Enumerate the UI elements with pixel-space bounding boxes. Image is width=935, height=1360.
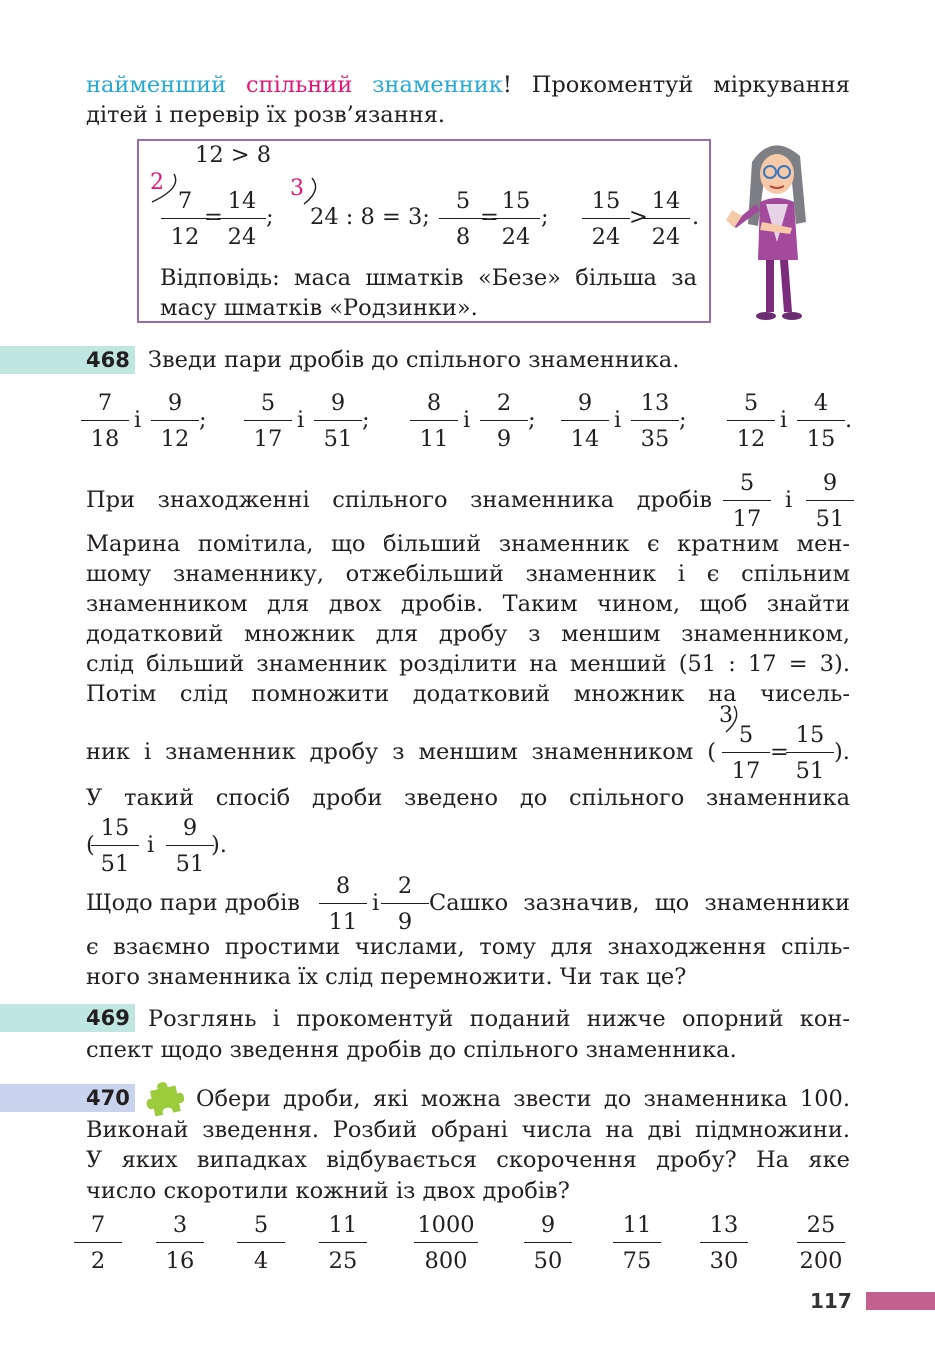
pair-2-fraction-a: 8 11 [404, 388, 464, 454]
term-common: спільний [246, 72, 353, 98]
term-least: найменший [86, 72, 227, 98]
explain-line-7: Потім слід помножити додатковий множник на чисель- [86, 681, 850, 707]
box-answer-line-2: масу шматків «Родзинки». [160, 295, 478, 321]
task-469-number: 469 [86, 1006, 130, 1030]
box-frac-7-12: 7 12 [155, 186, 215, 252]
task-470-fraction-7: 13 30 [694, 1210, 754, 1276]
explain-line-3: шому знаменнику, отжебільший знаменник і є спільним [86, 561, 850, 587]
task-470-fraction-3: 11 25 [313, 1210, 373, 1276]
explain-conj-1: і [785, 487, 793, 513]
explain-line-13: ного знаменника їх слід перемножити. Чи так це? [86, 964, 687, 990]
box-division: 24 : 8 = 3; [310, 204, 430, 230]
task-470-fraction-6: 11 75 [607, 1210, 667, 1276]
task-470-fraction-4: 1000 800 [408, 1210, 484, 1276]
pair-3-fraction-b: 13 35 [625, 388, 685, 454]
explain-line-4: знаменником для двох дробів. Таким чином, щоб знайти [86, 591, 850, 617]
compare-text: 12 > 8 [195, 142, 272, 168]
explain-frac-8-11: 8 11 [313, 871, 373, 937]
box-answer-line-1: Відповідь: маса шматків «Безе» більша за [160, 265, 697, 291]
explain-conj-2: і [147, 832, 155, 858]
task-469-line-1: Розглянь і прокоментуй поданий нижче опорний кон- [148, 1006, 850, 1032]
pair-4-fraction-a: 5 12 [721, 388, 781, 454]
task-470-fraction-2: 5 4 [231, 1210, 291, 1276]
task-469-line-2: спект щодо зведення дробів до спільного знаменника. [86, 1037, 737, 1063]
pair-4-fraction-b: 4 15 [791, 388, 851, 454]
task-470-fraction-1: 3 16 [150, 1210, 210, 1276]
explain-frac-2-9: 2 9 [375, 871, 435, 937]
puzzle-icon [146, 1080, 186, 1118]
box-eq-1: = [204, 204, 223, 230]
box-frac-14-24-b: 14 24 [636, 186, 696, 252]
explain-frac-15-51-b: 15 51 [85, 813, 145, 879]
explain-frac-9-51: 9 51 [800, 468, 860, 534]
explain-eq: = [770, 739, 789, 765]
task-470-line-2: Виконай зведення. Розбий обрані числа на дві підмножини. [86, 1117, 850, 1143]
box-dot: . [692, 204, 700, 230]
explain-line-5: додатковий множник для дробу з меншим знаменником, [86, 621, 850, 647]
pair-1-fraction-b: 9 51 [308, 388, 368, 454]
pair-2-fraction-b: 2 9 [474, 388, 534, 454]
explain-line-12: є взаємно простими числами, тому для знаходження спіль- [86, 934, 850, 960]
explain-frac-5-17-b: 5 17 [716, 720, 776, 786]
multiplier-3: 3 [290, 176, 304, 201]
box-semi-1: ; [266, 204, 274, 230]
task-470-fraction-5: 9 50 [518, 1210, 578, 1276]
pair-3-conj: і [614, 407, 622, 433]
box-frac-14-24: 14 24 [212, 186, 272, 252]
task-470-line-4: число скоротили кожний із двох дробів? [86, 1178, 570, 1204]
pair-3-separator: ; [679, 407, 687, 433]
intro-line-1 [86, 70, 850, 100]
task-470-number: 470 [86, 1086, 130, 1110]
box-eq-2: = [480, 204, 499, 230]
explain-close-2: ). [211, 832, 227, 858]
explain-line-1: При знаходженні спільного знаменника дробів [86, 487, 712, 513]
task-470-fraction-0: 7 2 [68, 1210, 128, 1276]
pair-4-separator: . [845, 407, 853, 433]
explain-line-9: У такий спосіб дроби зведено до спільного знаменника [86, 785, 850, 811]
multiplier-2: 2 [150, 170, 164, 195]
pair-0-fraction-b: 9 12 [145, 388, 205, 454]
task-468-title: Зведи пари дробів до спільного знаменника. [148, 347, 680, 373]
box-gt: > [629, 204, 648, 230]
task-468-number: 468 [86, 348, 130, 372]
pair-1-fraction-a: 5 17 [238, 388, 298, 454]
explain-close-1: ). [834, 739, 850, 765]
pair-1-conj: і [297, 407, 305, 433]
explain-multiplier-3: 3 [719, 703, 733, 728]
box-frac-15-24-b: 15 24 [576, 186, 636, 252]
explain-frac-5-17: 5 17 [717, 468, 777, 534]
explain-conj-3: і [372, 890, 380, 916]
explain-line-6: слід більший знаменник розділити на менший (51 : 17 = 3). [86, 651, 850, 677]
intro-rest: ! Прокоментуй міркування [502, 72, 850, 98]
explain-line-8: ник і знаменник дробу з меншим знаменником ( [86, 739, 716, 765]
explain-frac-9-51-b: 9 51 [160, 813, 220, 879]
pair-0-separator: ; [199, 407, 207, 433]
page-number-bar [866, 1292, 935, 1310]
box-frac-15-24-a: 15 24 [486, 186, 546, 252]
pair-1-separator: ; [362, 407, 370, 433]
term-denominator: знаменник [372, 72, 503, 98]
pair-2-separator: ; [528, 407, 536, 433]
girl-illustration [722, 132, 832, 328]
intro-line-2: дітей і перевір їх розв’язання. [86, 102, 446, 128]
task-470-line-1: Обери дроби, які можна звести до знаменника 100. [196, 1086, 850, 1112]
box-semi-2: ; [541, 204, 549, 230]
explain-line-11-b: Сашко зазначив, що знаменники [429, 890, 850, 916]
explain-line-2: Марина помітила, що більший знаменник є кратним мен- [86, 531, 850, 557]
explain-open-paren: ( [86, 832, 95, 858]
task-470-line-3: У яких випадках відбувається скорочення дробу? На яке [86, 1147, 850, 1173]
box-frac-5-8: 5 8 [433, 186, 493, 252]
task-470-fraction-8: 25 200 [791, 1210, 851, 1276]
explain-line-11-a: Щодо пари дробів [86, 890, 300, 916]
pair-0-fraction-a: 7 18 [75, 388, 135, 454]
pair-0-conj: і [134, 407, 142, 433]
page-number: 117 [810, 1289, 852, 1313]
explain-frac-15-51: 15 51 [780, 720, 840, 786]
pair-4-conj: і [780, 407, 788, 433]
pair-2-conj: і [463, 407, 471, 433]
pair-3-fraction-a: 9 14 [555, 388, 615, 454]
